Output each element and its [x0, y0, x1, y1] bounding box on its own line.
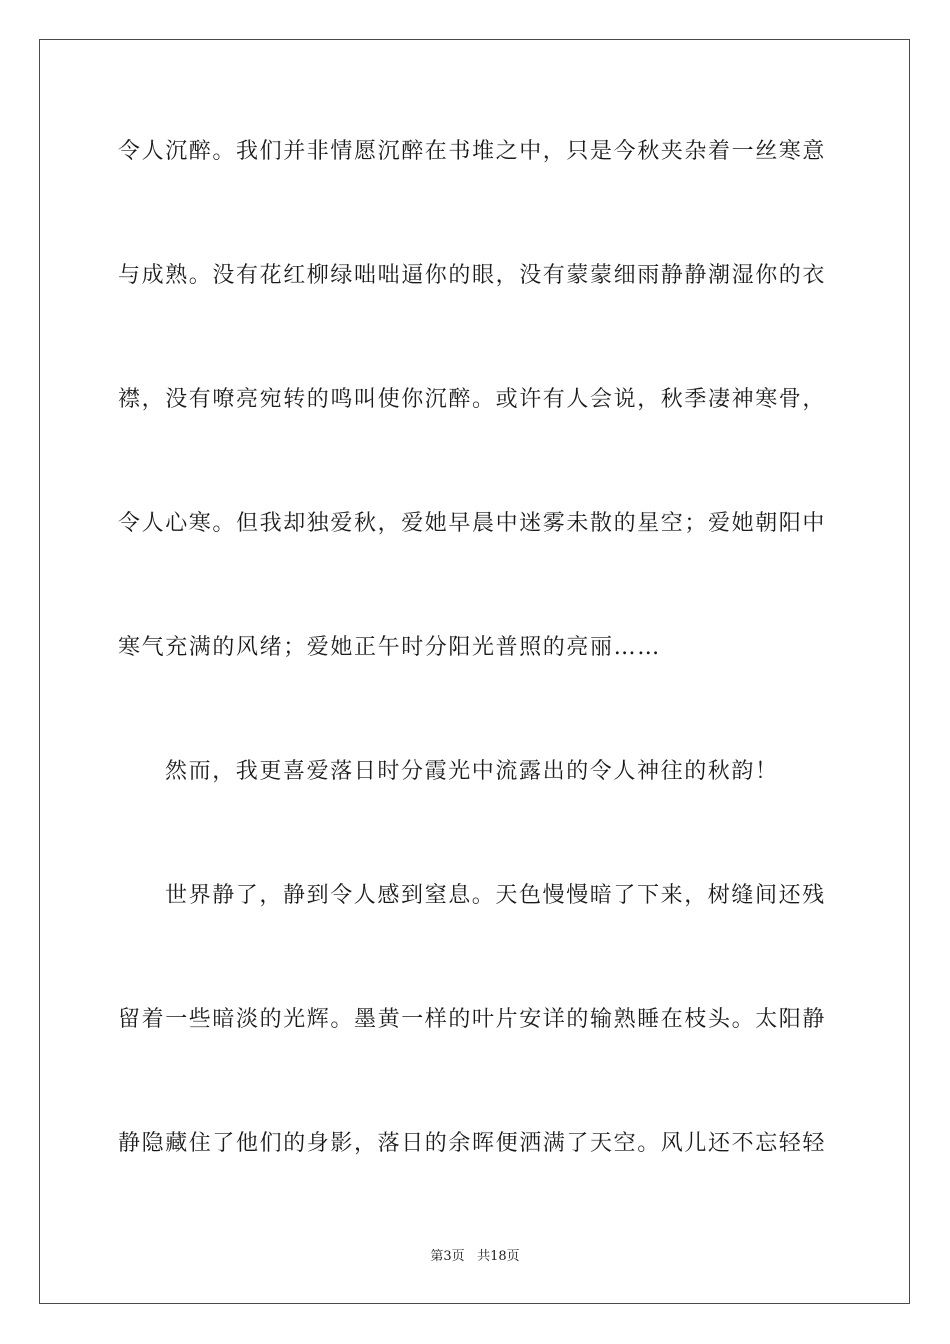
- page-number: 第3页: [430, 1249, 465, 1264]
- body-text-line: 襟，没有嘹亮宛转的鸣叫使你沉醉。或许有人会说，秋季凄神寒骨，: [118, 387, 827, 412]
- body-text-line: 静隐藏住了他们的身影，落日的余晖便洒满了天空。风儿还不忘轻轻: [118, 1131, 827, 1156]
- page-footer: [0, 1248, 950, 1266]
- body-text-line-indented: 世界静了，静到令人感到窒息。天色慢慢暗了下来，树缝间还残: [165, 883, 826, 908]
- page-border: [39, 39, 910, 1304]
- body-text-line: 与成熟。没有花红柳绿咄咄逼你的眼，没有蒙蒙细雨静静潮湿你的衣: [118, 263, 827, 288]
- body-text-line: 令人沉醉。我们并非情愿沉醉在书堆之中，只是今秋夹杂着一丝寒意: [118, 139, 827, 164]
- body-text-line-indented: 然而，我更喜爱落日时分霞光中流露出的令人神往的秋韵！: [165, 759, 779, 784]
- total-pages: 共18页: [477, 1249, 520, 1264]
- body-text-line: 令人心寒。但我却独爱秋，爱她早晨中迷雾未散的星空；爱她朝阳中: [118, 511, 827, 536]
- body-text-line: 寒气充满的风绪；爱她正午时分阳光普照的亮丽……: [118, 635, 661, 660]
- body-text-line: 留着一些暗淡的光辉。墨黄一样的叶片安详的输熟睡在枝头。太阳静: [118, 1007, 827, 1032]
